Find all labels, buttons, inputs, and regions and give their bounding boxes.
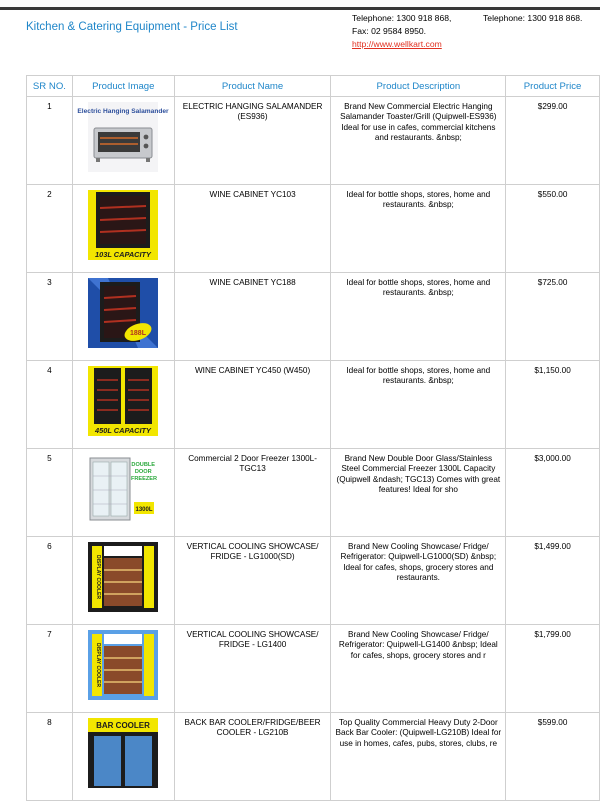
product-description: Ideal for bottle shops, stores, home and restaurants. &nbsp; bbox=[346, 190, 491, 210]
sr-number: 7 bbox=[27, 625, 73, 713]
product-image-cell bbox=[72, 449, 174, 537]
product-price: $1,499.00 bbox=[506, 537, 600, 625]
product-description: Brand New Cooling Showcase/ Fridge/ Refrigerator: Quipwell-LG1400 &nbsp; Ideal for cafes, shops, grocery stores and r bbox=[338, 630, 498, 660]
table-row bbox=[27, 713, 600, 801]
column-header-product-name: Product Name bbox=[174, 76, 331, 97]
wine-cabinet-icon bbox=[88, 278, 158, 348]
product-name: VERTICAL COOLING SHOWCASE/ FRIDGE - LG1400 bbox=[186, 630, 319, 650]
product-name: BACK BAR COOLER/FRIDGE/BEER COOLER - LG210B bbox=[184, 718, 321, 738]
product-image-cell bbox=[72, 361, 174, 449]
salamander-icon bbox=[77, 102, 169, 172]
product-price: $1,150.00 bbox=[506, 361, 600, 449]
image-caption: Electric Hanging Salamander bbox=[77, 108, 169, 115]
contact-block-left bbox=[352, 12, 451, 51]
sr-number: 5 bbox=[27, 449, 73, 537]
contact-telephone-right: Telephone: 1300 918 868. bbox=[483, 13, 583, 23]
product-image-cell bbox=[72, 97, 174, 185]
product-description: Ideal for bottle shops, stores, home and restaurants. &nbsp; bbox=[346, 366, 491, 386]
table-row bbox=[27, 361, 600, 449]
product-price: $599.00 bbox=[506, 713, 600, 801]
product-image-cell bbox=[72, 713, 174, 801]
contact-fax: Fax: 02 9584 8950. bbox=[352, 26, 427, 36]
double-door-freezer-icon bbox=[88, 454, 158, 524]
column-header-product-image: Product Image bbox=[72, 76, 174, 97]
column-header-product-description: Product Description bbox=[331, 76, 506, 97]
wine-cabinet-icon bbox=[88, 190, 158, 260]
product-description: Brand New Cooling Showcase/ Fridge/ Refrigerator: Quipwell-LG1000(SD) &nbsp; Ideal for cafes, shops, grocery stores and restaurants. bbox=[340, 542, 497, 583]
product-image-cell bbox=[72, 273, 174, 361]
image-caption: 188L bbox=[130, 330, 147, 337]
table-row bbox=[27, 185, 600, 273]
sr-number: 8 bbox=[27, 713, 73, 801]
back-bar-cooler-icon bbox=[88, 718, 158, 788]
image-caption: DISPLAY COOLER bbox=[95, 555, 102, 599]
cooling-showcase-icon bbox=[88, 542, 158, 612]
image-caption: DOUBLE DOOR FREEZER bbox=[131, 462, 158, 482]
product-description: Brand New Double Door Glass/Stainless Steel Commercial Freezer 1300L Capacity (Quipwell &ndash; TGC13) Comes with great features! Ideal for sho bbox=[336, 454, 501, 495]
product-image-cell bbox=[72, 185, 174, 273]
table-row bbox=[27, 449, 600, 537]
product-price: $3,000.00 bbox=[506, 449, 600, 537]
wine-cabinet-icon bbox=[88, 366, 158, 436]
table-row bbox=[27, 273, 600, 361]
price-list-table bbox=[26, 75, 600, 801]
product-image-cell bbox=[72, 537, 174, 625]
contact-telephone: Telephone: 1300 918 868, bbox=[352, 13, 452, 23]
product-description: Top Quality Commercial Heavy Duty 2-Door Back Bar Cooler: (Quipwell-LG210B) Ideal for use in homes, cafes, pubs, stores, clubs, re bbox=[335, 718, 502, 748]
product-price: $1,799.00 bbox=[506, 625, 600, 713]
product-price: $299.00 bbox=[506, 97, 600, 185]
image-caption: BAR COOLER bbox=[96, 721, 151, 730]
sr-number: 3 bbox=[27, 273, 73, 361]
image-caption: 103L CAPACITY bbox=[95, 250, 152, 259]
sr-number: 6 bbox=[27, 537, 73, 625]
product-image-cell bbox=[72, 625, 174, 713]
image-badge: 1300L bbox=[135, 507, 153, 513]
table-row bbox=[27, 625, 600, 713]
product-description: Brand New Commercial Electric Hanging Salamander Toaster/Grill (Quipwell-ES936) Ideal for use in cafes, commercial kitchens and restaurants. &nbsp; bbox=[340, 102, 497, 143]
image-caption: 450L CAPACITY bbox=[95, 426, 152, 435]
column-header-sr-no: SR NO. bbox=[27, 76, 73, 97]
table-row bbox=[27, 537, 600, 625]
product-description: Ideal for bottle shops, stores, home and restaurants. &nbsp; bbox=[346, 278, 491, 298]
sr-number: 1 bbox=[27, 97, 73, 185]
product-name: Commercial 2 Door Freezer 1300L-TGC13 bbox=[188, 454, 317, 474]
product-name: WINE CABINET YC103 bbox=[209, 190, 296, 199]
page-title: Kitchen & Catering Equipment - Price List bbox=[26, 21, 238, 33]
column-header-product-price: Product Price bbox=[506, 76, 600, 97]
sr-number: 2 bbox=[27, 185, 73, 273]
product-name: ELECTRIC HANGING SALAMANDER (ES936) bbox=[182, 102, 323, 122]
table-row bbox=[27, 97, 600, 185]
table-header-row bbox=[27, 76, 600, 97]
top-rule bbox=[0, 7, 600, 10]
cooling-showcase-icon bbox=[88, 630, 158, 700]
image-caption: DISPLAY COOLER bbox=[95, 643, 102, 687]
product-name: VERTICAL COOLING SHOWCASE/ FRIDGE - LG1000(SD) bbox=[186, 542, 319, 562]
contact-block-right bbox=[483, 12, 582, 25]
product-price: $550.00 bbox=[506, 185, 600, 273]
product-name: WINE CABINET YC188 bbox=[209, 278, 296, 287]
product-price: $725.00 bbox=[506, 273, 600, 361]
website-link[interactable]: http://www.wellkart.com bbox=[352, 39, 442, 49]
product-name: WINE CABINET YC450 (W450) bbox=[194, 366, 311, 375]
sr-number: 4 bbox=[27, 361, 73, 449]
